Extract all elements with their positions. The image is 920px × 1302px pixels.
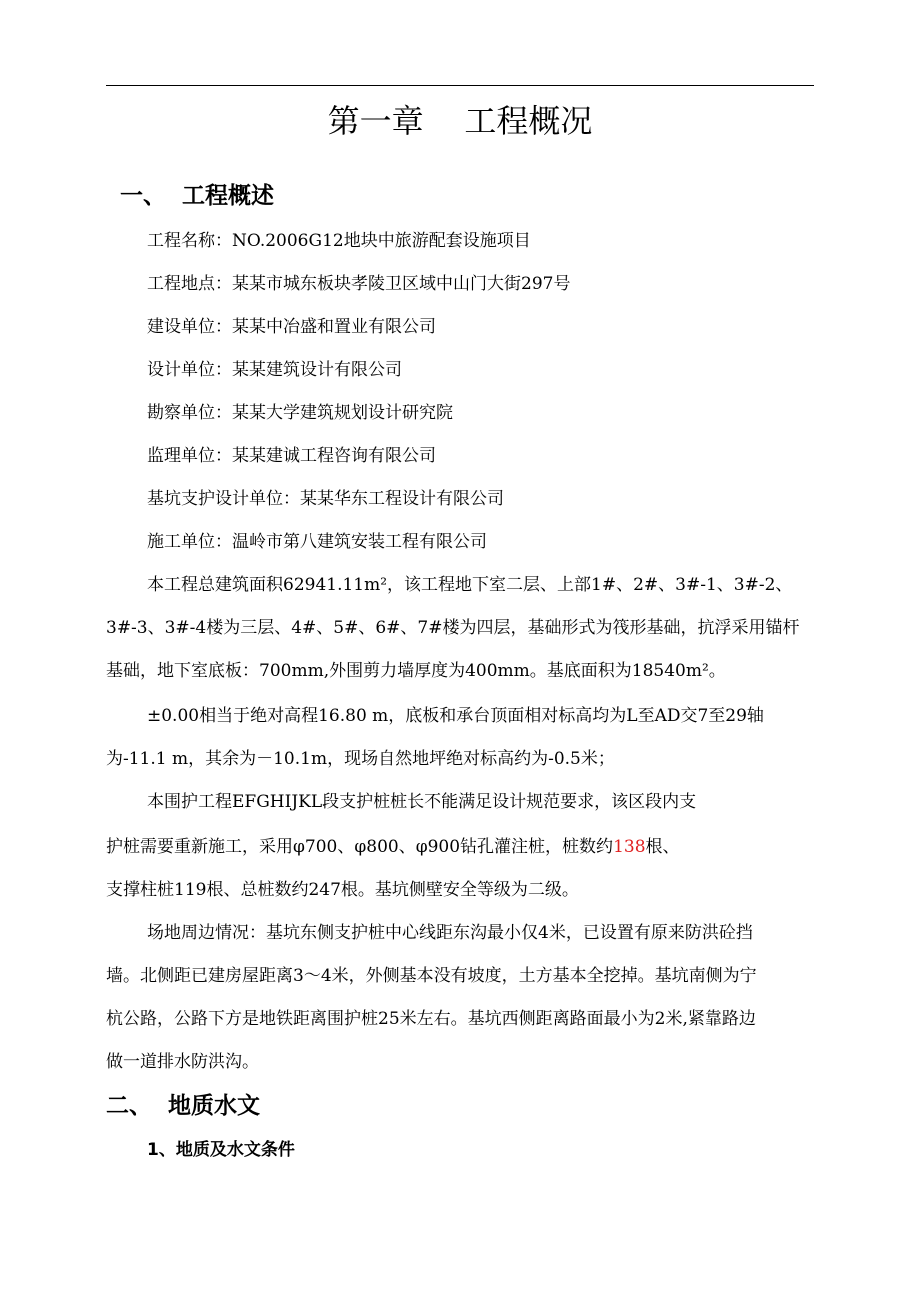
designer-line: 设计单位：某某建筑设计有限公司 xyxy=(147,360,402,380)
area-paragraph-line: 本工程总建筑面积62941.11m²，该工程地下室二层、上部1#、2#、3#-1、3#-2、 xyxy=(147,575,793,595)
owner-line: 建设单位：某某中冶盛和置业有限公司 xyxy=(147,317,436,337)
project-name-line: 工程名称：NO.2006G12地块中旅游配套设施项目 xyxy=(147,231,531,251)
surveyor-line: 勘察单位：某某大学建筑规划设计研究院 xyxy=(147,403,453,423)
pile-paragraph-line: 支撑柱桩119根、总桩数约247根。基坑侧壁安全等级为二级。 xyxy=(106,880,579,900)
surroundings-paragraph-line: 墙。北侧距已建房屋距离3～4米，外侧基本没有坡度，土方基本全挖掉。基坑南侧为宁 xyxy=(106,966,757,986)
section-heading-geology: 二、 地质水文 xyxy=(106,1093,261,1119)
project-location-line: 工程地点：某某市城东板块孝陵卫区域中山门大街297号 xyxy=(147,274,571,294)
pile-text: 护桩需要重新施工，采用φ700、φ800、φ900钻孔灌注桩，桩数约 xyxy=(106,837,614,857)
pile-paragraph-line: 本围护工程EFGHIJKL段支护桩桩长不能满足设计规范要求，该区段内支 xyxy=(147,792,697,812)
surroundings-paragraph-line: 场地周边情况：基坑东侧支护桩中心线距东沟最小仅4米，已设置有原来防洪砼挡 xyxy=(147,923,753,943)
area-paragraph-line: 3#-3、3#-4楼为三层、4#、5#、6#、7#楼为四层，基础形式为筏形基础，抗浮采用锚杆 xyxy=(106,618,800,638)
pit-designer-line: 基坑支护设计单位：某某华东工程设计有限公司 xyxy=(147,489,504,509)
contractor-line: 施工单位：温岭市第八建筑安装工程有限公司 xyxy=(147,532,487,552)
pile-paragraph-line xyxy=(106,832,680,857)
elevation-paragraph-line: ±0.00相当于绝对高程16.80 m，底板和承台顶面相对标高均为L至AD交7至29轴 xyxy=(147,706,764,726)
subsection-heading-geology: 1、地质及水文条件 xyxy=(147,1140,295,1160)
area-paragraph-line: 基础，地下室底板：700mm,外围剪力墙厚度为400mm。基底面积为18540m²。 xyxy=(106,661,726,681)
pile-count-highlight: 138 xyxy=(613,837,646,857)
section-heading-overview: 一、 工程概述 xyxy=(120,183,275,209)
pile-text: 根、 xyxy=(645,837,680,857)
surroundings-paragraph-line: 杭公路，公路下方是地铁距离围护桩25米左右。基坑西侧距离路面最小为2米,紧靠路边 xyxy=(106,1009,756,1029)
surroundings-paragraph-line: 做一道排水防洪沟。 xyxy=(106,1052,259,1072)
supervisor-line: 监理单位：某某建诚工程咨询有限公司 xyxy=(147,446,436,466)
header-rule xyxy=(106,85,814,86)
chapter-title: 第一章 工程概况 xyxy=(327,102,593,140)
elevation-paragraph-line: 为-11.1 m，其余为－10.1m，现场自然地坪绝对标高约为-0.5米； xyxy=(106,749,615,769)
